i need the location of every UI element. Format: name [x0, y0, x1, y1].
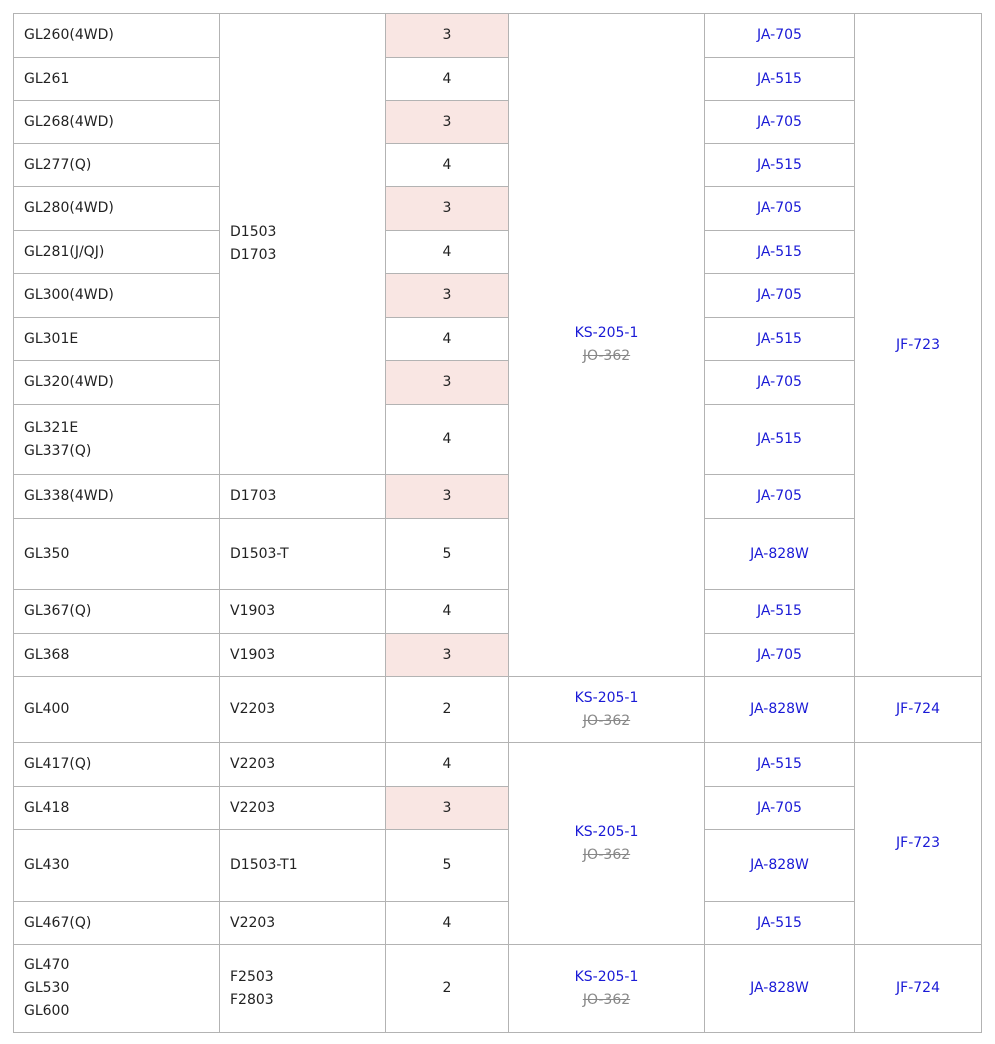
count-cell: 2	[386, 945, 509, 1033]
ja-link[interactable]: JA-705	[757, 287, 802, 303]
filter-cell	[509, 743, 705, 945]
jf-link[interactable]: JF-724	[896, 980, 940, 996]
ja-cell	[705, 405, 855, 475]
ja-link[interactable]: JA-828W	[750, 545, 809, 562]
count-cell: 4	[386, 743, 509, 787]
count-cell: 4	[386, 902, 509, 945]
engine-cell	[220, 902, 386, 945]
ja-link[interactable]: JA-828W	[750, 980, 809, 996]
engine-name: D1503-T	[230, 545, 289, 562]
ja-cell	[705, 677, 855, 743]
count-cell: 3	[386, 361, 509, 405]
ja-cell	[705, 945, 855, 1033]
table-row	[14, 187, 982, 231]
count-cell: 4	[386, 231, 509, 274]
jf-cell	[855, 677, 982, 743]
ja-link[interactable]: JA-515	[757, 156, 802, 173]
model-name: GL430	[24, 857, 70, 873]
model-name: GL337(Q)	[24, 442, 92, 459]
model-cell	[14, 144, 220, 187]
table-row	[14, 902, 982, 945]
model-name: GL261	[24, 70, 70, 87]
count-cell: 2	[386, 677, 509, 743]
model-name: GL321E	[24, 419, 79, 436]
engine-name: D1503-T1	[230, 857, 298, 873]
table-row	[14, 231, 982, 274]
engine-cell	[220, 677, 386, 743]
table-row	[14, 475, 982, 519]
engine-name: V2203	[230, 914, 276, 931]
ja-link[interactable]: JA-705	[757, 200, 802, 216]
model-name: GL268(4WD)	[24, 113, 114, 130]
model-name: GL368	[24, 646, 70, 663]
count-cell: 3	[386, 634, 509, 677]
model-name: GL260(4WD)	[24, 27, 114, 43]
model-cell	[14, 945, 220, 1033]
engine-cell	[220, 945, 386, 1033]
count-cell: 3	[386, 187, 509, 231]
model-cell	[14, 902, 220, 945]
model-name: GL418	[24, 799, 70, 816]
ja-cell	[705, 361, 855, 405]
table-row	[14, 405, 982, 475]
model-name: GL300(4WD)	[24, 287, 114, 303]
table-row	[14, 743, 982, 787]
table-row	[14, 318, 982, 361]
ja-cell	[705, 318, 855, 361]
model-name: GL281(J/QJ)	[24, 243, 105, 260]
engine-cell	[220, 14, 386, 475]
discontinued-part: JO-362	[582, 846, 631, 863]
jf-cell	[855, 945, 982, 1033]
engine-name: V1903	[230, 603, 276, 619]
table-row	[14, 787, 982, 830]
table-row	[14, 58, 982, 101]
engine-cell	[220, 590, 386, 634]
engine-cell	[220, 743, 386, 787]
ja-link[interactable]: JA-705	[757, 113, 802, 130]
jf-link[interactable]: JF-723	[896, 835, 940, 851]
engine-name: D1703	[230, 247, 277, 263]
ja-cell	[705, 787, 855, 830]
count-cell: 3	[386, 101, 509, 144]
ja-link[interactable]: JA-705	[757, 27, 802, 43]
parts-table	[13, 13, 982, 1033]
engine-name: V2203	[230, 799, 276, 816]
count-cell: 3	[386, 475, 509, 519]
ja-link[interactable]: JA-515	[757, 431, 802, 447]
jf-cell	[855, 14, 982, 677]
ja-cell	[705, 58, 855, 101]
model-name: GL470	[24, 957, 70, 973]
model-name: GL530	[24, 980, 70, 996]
model-name: GL280(4WD)	[24, 200, 114, 216]
engine-name: D1703	[230, 488, 277, 504]
engine-cell	[220, 475, 386, 519]
filter-cell	[509, 14, 705, 677]
model-cell	[14, 519, 220, 590]
engine-name: F2503	[230, 968, 274, 985]
count-cell: 3	[386, 14, 509, 58]
table-row	[14, 945, 982, 1033]
ja-link[interactable]: JA-515	[757, 756, 802, 772]
count-cell: 5	[386, 519, 509, 590]
model-cell	[14, 634, 220, 677]
engine-cell	[220, 519, 386, 590]
engine-name: V2203	[230, 756, 276, 772]
table-row	[14, 677, 982, 743]
table-row	[14, 590, 982, 634]
model-cell	[14, 274, 220, 318]
model-cell	[14, 743, 220, 787]
ja-cell	[705, 187, 855, 231]
discontinued-part: JO-362	[582, 348, 631, 364]
model-cell	[14, 187, 220, 231]
ja-cell	[705, 101, 855, 144]
model-cell	[14, 14, 220, 58]
discontinued-part: JO-362	[582, 712, 631, 729]
ja-cell	[705, 519, 855, 590]
model-name: GL277(Q)	[24, 156, 92, 173]
model-cell	[14, 475, 220, 519]
table-row	[14, 274, 982, 318]
count-cell: 4	[386, 318, 509, 361]
table-row	[14, 634, 982, 677]
ja-cell	[705, 830, 855, 902]
model-cell	[14, 677, 220, 743]
engine-cell	[220, 787, 386, 830]
filter-cell	[509, 945, 705, 1033]
filter-cell	[509, 677, 705, 743]
jf-link[interactable]: JF-724	[896, 701, 940, 717]
ja-link[interactable]: JA-705	[757, 488, 802, 504]
engine-name: F2803	[230, 991, 274, 1008]
model-cell	[14, 787, 220, 830]
model-name: GL350	[24, 545, 70, 562]
model-name: GL301E	[24, 330, 79, 347]
table-row	[14, 830, 982, 902]
filter-link[interactable]: KS-205-1	[574, 689, 639, 706]
ja-link[interactable]: JA-515	[757, 243, 802, 260]
count-cell: 5	[386, 830, 509, 902]
model-cell	[14, 231, 220, 274]
engine-cell	[220, 830, 386, 902]
ja-link[interactable]: JA-828W	[750, 857, 809, 873]
ja-link[interactable]: JA-515	[757, 330, 802, 347]
model-cell	[14, 405, 220, 475]
model-name: GL400	[24, 701, 70, 717]
count-cell: 4	[386, 590, 509, 634]
table-row	[14, 519, 982, 590]
ja-cell	[705, 590, 855, 634]
ja-link[interactable]: JA-705	[757, 374, 802, 390]
model-name: GL367(Q)	[24, 603, 92, 619]
model-name: GL417(Q)	[24, 756, 92, 772]
count-cell: 3	[386, 787, 509, 830]
count-cell: 3	[386, 274, 509, 318]
filter-link[interactable]: KS-205-1	[574, 325, 639, 341]
model-cell	[14, 101, 220, 144]
ja-cell	[705, 14, 855, 58]
table-row	[14, 361, 982, 405]
ja-link[interactable]: JA-705	[757, 799, 802, 816]
ja-cell	[705, 634, 855, 677]
model-cell	[14, 590, 220, 634]
engine-name: V1903	[230, 646, 276, 663]
model-name: GL467(Q)	[24, 914, 92, 931]
engine-cell	[220, 634, 386, 677]
ja-link[interactable]: JA-828W	[750, 701, 809, 717]
ja-cell	[705, 743, 855, 787]
ja-link[interactable]: JA-515	[757, 70, 802, 87]
count-cell: 4	[386, 144, 509, 187]
model-cell	[14, 361, 220, 405]
model-cell	[14, 58, 220, 101]
model-name: GL338(4WD)	[24, 488, 114, 504]
ja-cell	[705, 902, 855, 945]
table-row	[14, 101, 982, 144]
table-row	[14, 14, 982, 58]
ja-cell	[705, 475, 855, 519]
count-cell: 4	[386, 405, 509, 475]
ja-link[interactable]: JA-515	[757, 603, 802, 619]
ja-cell	[705, 144, 855, 187]
discontinued-part: JO-362	[582, 991, 631, 1008]
engine-name: D1503	[230, 224, 277, 240]
jf-link[interactable]: JF-723	[896, 336, 940, 353]
model-name: GL600	[24, 1003, 70, 1019]
count-cell: 4	[386, 58, 509, 101]
jf-cell	[855, 743, 982, 945]
ja-cell	[705, 274, 855, 318]
filter-link[interactable]: KS-205-1	[574, 968, 639, 985]
table-row	[14, 144, 982, 187]
model-cell	[14, 830, 220, 902]
ja-link[interactable]: JA-515	[757, 914, 802, 931]
ja-link[interactable]: JA-705	[757, 646, 802, 663]
model-cell	[14, 318, 220, 361]
filter-link[interactable]: KS-205-1	[574, 823, 639, 840]
model-name: GL320(4WD)	[24, 374, 114, 390]
engine-name: V2203	[230, 701, 276, 717]
ja-cell	[705, 231, 855, 274]
